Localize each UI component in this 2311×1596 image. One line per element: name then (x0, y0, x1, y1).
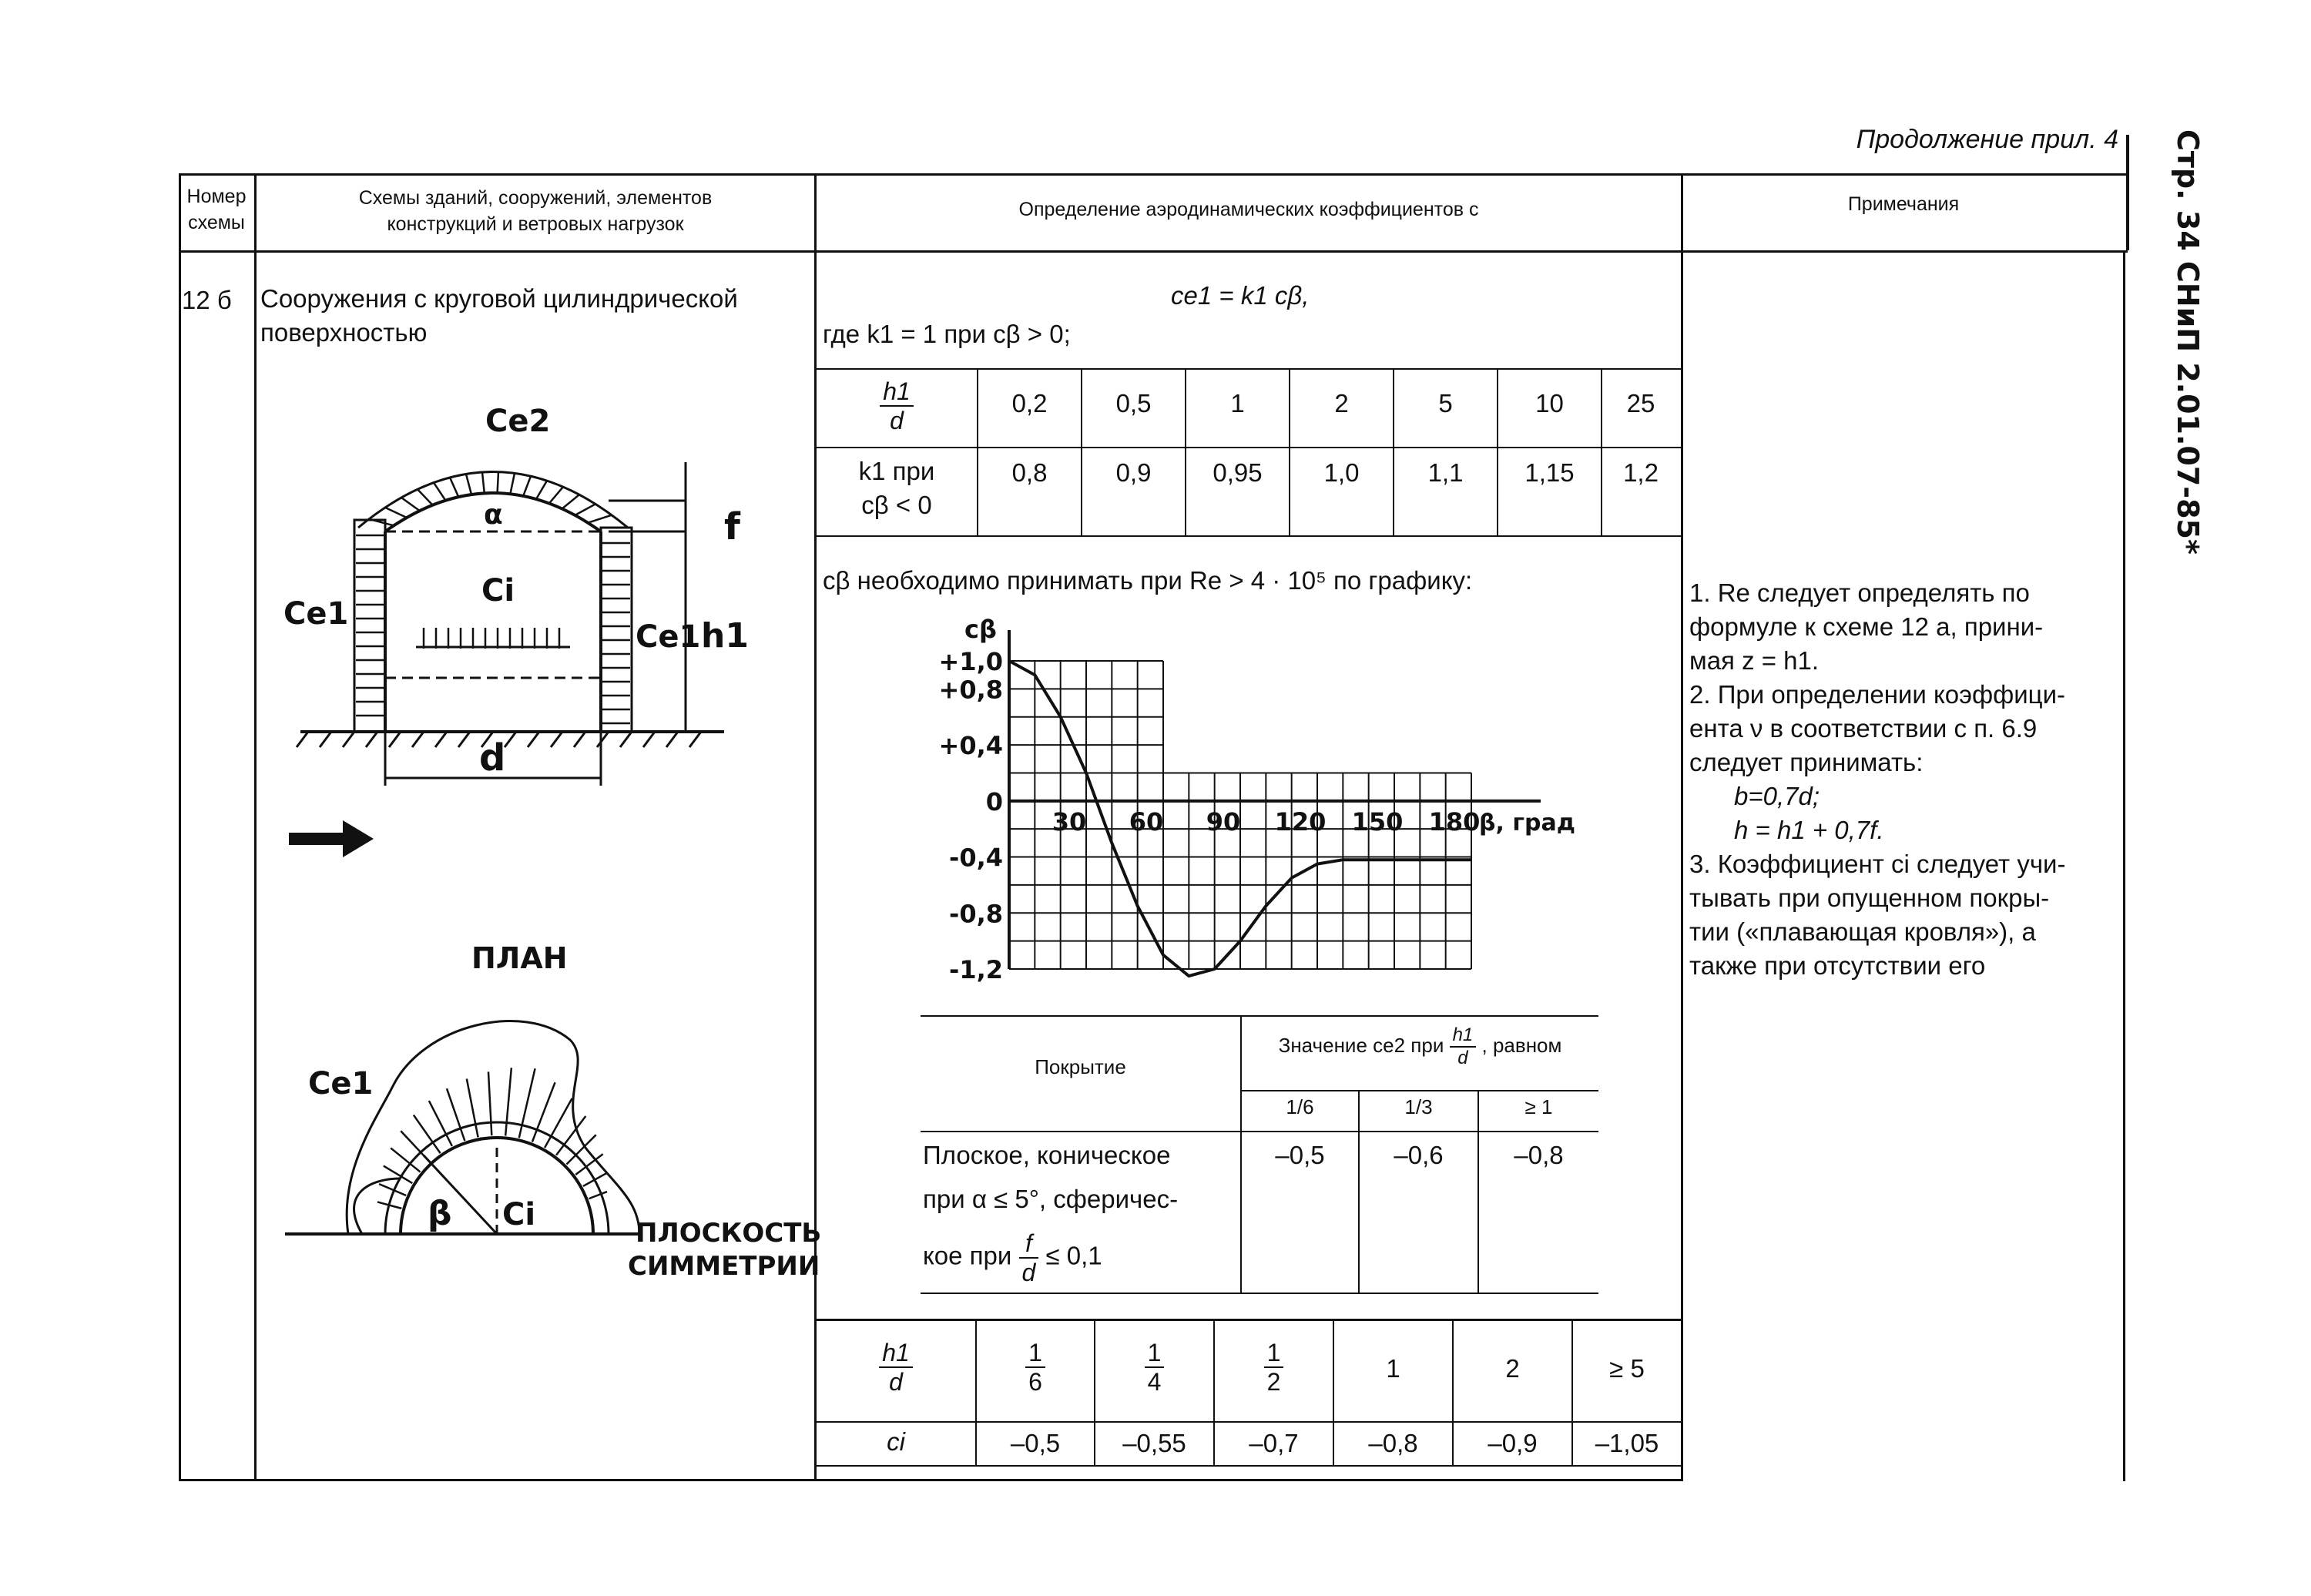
header-coefficients: Определение аэродинамических коэффициентов c (1018, 199, 1479, 220)
header-bottom-border (179, 250, 2128, 253)
plan-load-arrow (583, 1173, 606, 1186)
roof-load-arrow (482, 472, 485, 493)
continuation-label: Продолжение прил. 4 (1856, 125, 2118, 154)
roof-sub-3: ≥ 1 (1524, 1095, 1553, 1118)
notes (1689, 576, 2122, 983)
plan-label-ci: Ci (502, 1197, 536, 1232)
x-tick-label: 180 (1428, 806, 1481, 837)
roof-table-sub (1240, 1090, 1598, 1091)
plan-figure (277, 994, 822, 1302)
label-ce1-right: Ce1 (636, 619, 701, 655)
symmetry-label-2: СИММЕТРИИ (628, 1251, 820, 1282)
ci-value-cell: –1,05 (1595, 1429, 1659, 1457)
formula-main: cе1 = k1 cβ, (1171, 281, 1310, 310)
header-schemes-line2: конструкций и ветровых нагрузок (387, 213, 684, 235)
k-k1-cell: 0,9 (1115, 458, 1152, 487)
header-notes: Примечания (1847, 193, 1960, 215)
plan-label: ПЛАН (471, 941, 568, 975)
note-line: также при отсутствии его (1689, 951, 1986, 980)
note-line: мая z = h1. (1689, 646, 1820, 675)
ci-hd-cell: $\frac{1}{6}$ (977, 1339, 1094, 1396)
header-number (179, 183, 254, 236)
note-line: ента ν в соответствии с п. 6.9 (1689, 714, 2038, 743)
ci-table-mid (817, 1421, 1681, 1423)
k-table-top (817, 368, 1681, 370)
roof-load-arrow (466, 474, 471, 495)
scheme-title (260, 282, 815, 350)
y-tick-label: -0,4 (949, 843, 1003, 873)
scheme-number: 12 б (182, 286, 232, 314)
ci-value-cell: –0,7 (1249, 1429, 1299, 1457)
ci-hd-cell: $\frac{1}{4}$ (1095, 1339, 1213, 1396)
roof-load-arrow (536, 481, 547, 499)
roof-load-arrow (575, 504, 595, 515)
plan-load-arrow (505, 1068, 512, 1135)
roof-table-v2 (1358, 1090, 1360, 1294)
graph-caption: cβ необходимо принимать при Re > 4 · 10⁵ по графику: (823, 566, 1473, 595)
roof-load-arrow (418, 489, 433, 505)
scheme-title-line2: поверхностью (260, 318, 428, 347)
y-tick-label: -1,2 (949, 955, 1003, 984)
roof-load-arrow (450, 478, 458, 497)
building-section-figure (277, 401, 786, 786)
plan-load-arrow (589, 1192, 607, 1199)
roof-type-den: d (1021, 1259, 1036, 1286)
x-tick-label: 90 (1206, 806, 1241, 837)
label-f: f (724, 505, 740, 548)
label-ce1-left: Ce1 (283, 596, 349, 632)
roof-val-2: –0,6 (1394, 1141, 1444, 1169)
header-schemes-line1: Схемы зданий, сооружений, элементов (358, 187, 713, 209)
label-d: d (479, 736, 506, 780)
side-page-label: Стр. 34 СНиП 2.01.07-85* (2171, 129, 2205, 555)
ci-table-bottom (817, 1465, 1681, 1467)
header-schemes (257, 185, 814, 237)
note-line: 3. Коэффициент ci следует учи- (1689, 850, 2066, 878)
roof-type-line1: Плоское, коническое (923, 1141, 1171, 1169)
table-right-border-lower (2123, 250, 2125, 1481)
label-h1: h1 (701, 616, 749, 656)
k-hd-cell: 5 (1438, 389, 1453, 417)
ci-value-cell: –0,55 (1122, 1429, 1186, 1457)
roof-col2-post: , равном (1481, 1033, 1562, 1057)
header-number-line1: Номер (186, 186, 247, 207)
roof-load-arrow (510, 473, 515, 494)
left-load-outline (354, 520, 385, 732)
x-tick-label: 120 (1274, 806, 1327, 837)
ci-value-cell: –0,8 (1368, 1429, 1418, 1457)
plan-load-arrow (429, 1101, 452, 1146)
roof-load-arrow (434, 483, 445, 501)
roof-col2-head (1242, 1024, 1598, 1069)
roof-type-line2: при α ≤ 5°, сферичес- (923, 1185, 1179, 1213)
roof-table-v3 (1477, 1090, 1479, 1294)
roof-load-arrow (385, 508, 407, 518)
plan-load-arrow (467, 1078, 478, 1137)
roof-col2-num: h1 (1450, 1024, 1477, 1048)
plan-load-arrow (488, 1071, 491, 1135)
ci-value-cell: –0,5 (1010, 1429, 1061, 1457)
cbeta-chart (901, 609, 1575, 984)
x-tick-label: 30 (1052, 806, 1087, 837)
table-left-border (179, 173, 181, 1481)
roof-col1-head: Покрытие (1035, 1055, 1126, 1078)
ci-head-num: h1 (879, 1339, 913, 1368)
x-tick-label: 150 (1351, 806, 1404, 837)
roof-col2-pre: Значение cе2 при (1278, 1033, 1444, 1057)
note-line: 2. При определении коэффици- (1689, 680, 2066, 709)
k-k1-cell: 1,2 (1623, 458, 1659, 487)
ci-head-den: d (889, 1368, 903, 1396)
floor-arrows (424, 628, 559, 649)
k-k1-cell: 1,0 (1323, 458, 1360, 487)
roof-type-line3-text: кое при (923, 1241, 1012, 1270)
formula-where: где k1 = 1 при cβ > 0; (823, 320, 1071, 348)
k-hd-cell: 2 (1334, 389, 1349, 417)
right-load-outline (601, 528, 632, 732)
plan-label-ce1: Ce1 (308, 1066, 374, 1101)
ci-hd-cell: ≥ 5 (1609, 1354, 1645, 1383)
roof-type-num: f (1019, 1229, 1039, 1259)
roof-val-3: –0,8 (1514, 1141, 1564, 1169)
ci-table-head (817, 1339, 975, 1396)
ci-hd-cell: $\frac{1}{2}$ (1215, 1339, 1333, 1396)
k-hd-cell: 0,5 (1115, 389, 1152, 417)
label-ce2: Ce2 (485, 404, 551, 439)
k-row-label (817, 454, 977, 522)
y-tick-label: +0,8 (938, 675, 1003, 705)
roof-type-tail: ≤ 0,1 (1045, 1241, 1102, 1270)
y-tick-label: +0,4 (938, 731, 1003, 761)
x-axis-label: β, град (1479, 809, 1575, 837)
k-hd-cell: 0,2 (1011, 389, 1048, 417)
plan-label-beta: β (428, 1194, 452, 1233)
scheme-title-line1: Сооружения с круговой цилиндрической (260, 284, 738, 313)
x-tick-label: 60 (1129, 806, 1164, 837)
header-number-line2: схемы (188, 212, 245, 233)
k-k1-cell: 0,95 (1213, 458, 1263, 487)
label-alpha: α (484, 499, 503, 531)
roof-table-bottom (921, 1293, 1598, 1294)
table-bottom-border (179, 1479, 1681, 1481)
note-line: 1. Re следует определять по (1689, 578, 2030, 607)
y-tick-label: -0,8 (949, 899, 1003, 929)
k-row-label-2: cβ < 0 (861, 491, 932, 519)
roof-load-arrow (401, 498, 420, 511)
note-line: тывать при опущенном покры- (1689, 884, 2050, 912)
roof-table-mid (921, 1131, 1598, 1132)
left-wall-arrows (356, 535, 384, 716)
ci-value-cell: –0,9 (1488, 1429, 1538, 1457)
note-line: тии («плавающая кровля»), а (1689, 917, 2036, 946)
k-hd-cell: 1 (1230, 389, 1245, 417)
k-head-num: h1 (880, 377, 914, 407)
note-line: формуле к схеме 12 а, прини- (1689, 612, 2044, 641)
k-k1-cell: 1,1 (1427, 458, 1464, 487)
table-top-border (179, 173, 2128, 176)
k-table-head (817, 377, 977, 434)
y-tick-label: +1,0 (938, 647, 1003, 676)
y-tick-label: 0 (985, 786, 1003, 816)
k-k1-cell: 0,8 (1011, 458, 1048, 487)
col-divider-1 (254, 173, 257, 1481)
k-k1-cell: 1,15 (1524, 458, 1575, 487)
label-ci: Ci (481, 573, 515, 609)
roof-val-1: –0,5 (1275, 1141, 1325, 1169)
ci-row-label: ci (887, 1427, 905, 1456)
k-table-mid (817, 447, 1681, 448)
ci-hd-cell: 1 (1386, 1354, 1400, 1383)
y-axis-label: cβ (964, 615, 997, 644)
wind-direction-arrow (289, 820, 374, 859)
note-line: следует принимать: (1689, 748, 1924, 776)
roof-load-arrow (549, 487, 563, 503)
note-line: h = h1 + 0,7f. (1734, 816, 1884, 844)
col-divider-3 (1681, 173, 1683, 1481)
right-wall-arrows (602, 543, 630, 723)
roof-load-arrow (562, 495, 579, 508)
k-hd-cell: 10 (1535, 389, 1564, 417)
ci-hd-cell: 2 (1505, 1354, 1520, 1383)
k-table-bottom (817, 535, 1681, 537)
k-hd-cell: 25 (1626, 389, 1655, 417)
ci-table-top (817, 1319, 1681, 1321)
k-row-label-1: k1 при (858, 457, 935, 485)
k-head-den: d (890, 407, 904, 434)
roof-load-arrow (523, 476, 531, 496)
note-line: b=0,7d; (1734, 782, 1820, 810)
roof-sub-2: 1/3 (1404, 1095, 1433, 1118)
roof-table-top (921, 1015, 1598, 1017)
table-right-border (2126, 135, 2129, 250)
roof-type-line3 (923, 1229, 1102, 1286)
roof-col2-den: d (1457, 1048, 1468, 1068)
roof-sub-1: 1/6 (1286, 1095, 1314, 1118)
roof-load-arrow (588, 515, 612, 523)
symmetry-label-1: ПЛОСКОСТЬ (636, 1218, 822, 1249)
